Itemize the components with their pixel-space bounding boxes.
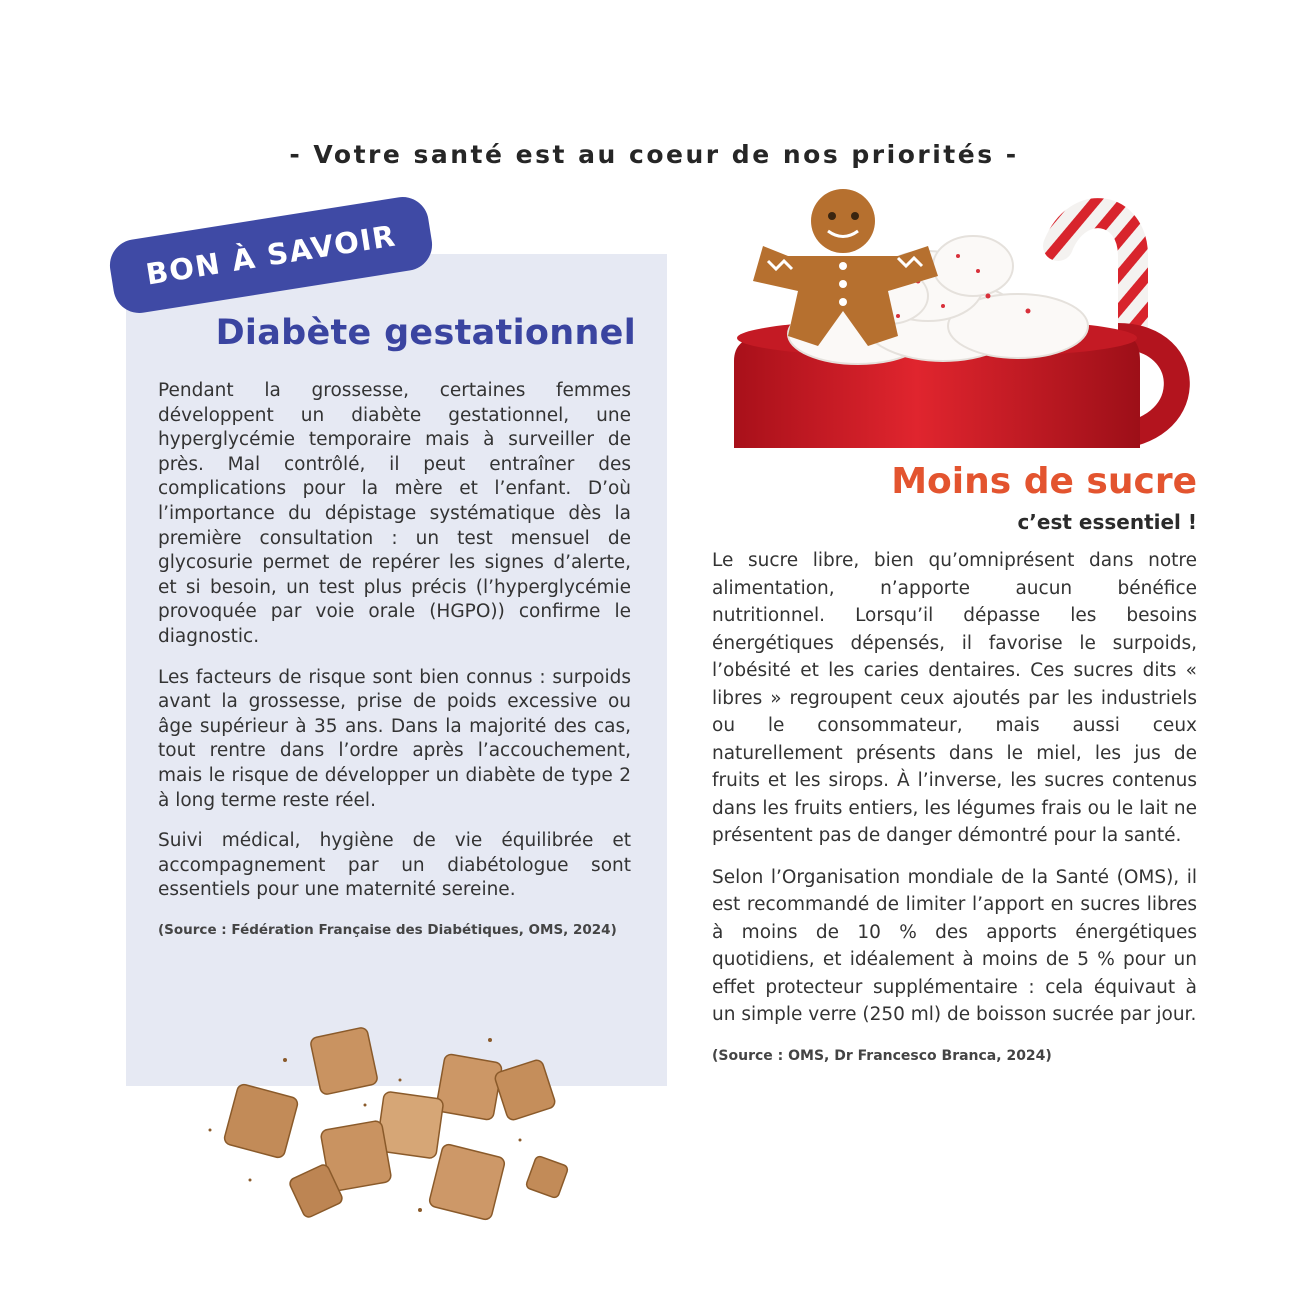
hot-cocoa-illustration bbox=[728, 186, 1208, 448]
box-paragraph-2: Les facteurs de risque sont bien connus : surpoids avant la grossesse, prise de poids excessive ou âge supérieur à 35 ans. Dans la majorité des cas, tout rentre dans l’ordre après l’accouchement, mais le risque de développer un diabète de type 2 à long terme reste réel. bbox=[158, 666, 631, 811]
box-paragraph-1: Pendant la grossesse, certaines femmes développent un diabète gestationnel, une hyperglycémie temporaire mais à surveiller de près. Mal contrôlé, il peut entraîner des complications pour la mère et l’enfant. D’où l’importance du dépistage systématique dès la première consultation : un test mensuel de glycosurie permet de repérer les signes d’alerte, et si besoin, un test plus précis (l’hyperglycémie provoquée par voie orale (HGPO)) confirme le diagnostic. bbox=[158, 380, 631, 647]
sugar-source: (Source : OMS, Dr Francesco Branca, 2024) bbox=[712, 1047, 1052, 1064]
box-title: Diabète gestationnel bbox=[215, 313, 636, 353]
sugar-article-subtitle: c’est essentiel ! bbox=[1017, 510, 1197, 534]
box-paragraph-3: Suivi médical, hygiène de vie équilibrée et accompagnement par un diabétologue sont essentiels pour une maternité sereine. bbox=[158, 830, 631, 901]
page-tagline: - Votre santé est au coeur de nos priorités - bbox=[289, 140, 1019, 169]
sugar-cubes-illustration bbox=[190, 1010, 590, 1230]
sugar-article-body bbox=[712, 547, 1197, 1084]
box-body bbox=[158, 379, 631, 957]
bon-a-savoir-badge: BON À SAVOIR bbox=[106, 193, 436, 316]
sugar-paragraph-2: Selon l’Organisation mondiale de la Santé (OMS), il est recommandé de limiter l’apport en sucres libres à moins de 10 % des apports énergétiques quotidiens, et idéalement à moins de 5 % pour un effet protecteur supplémentaire : cela équivaut à un simple verre (250 ml) de boisson sucrée par jour. bbox=[712, 866, 1197, 1025]
box-source: (Source : Fédération Française des Diabétiques, OMS, 2024) bbox=[158, 921, 617, 938]
sugar-paragraph-1: Le sucre libre, bien qu’omniprésent dans notre alimentation, n’apporte aucun bénéfice nutritionnel. Lorsqu’il dépasse les besoins énergétiques dépensés, il favorise le surpoids, l’obésité et les caries dentaires. Ces sucres dits « libres » regroupent ceux ajoutés par les industriels ou le consommateur, mais aussi ceux naturellement présents dans le miel, les jus de fruits et les sirops. À l’inverse, les sucres contenus dans les fruits entiers, les légumes frais ou le lait ne présentent pas de danger démontré pour la santé. bbox=[712, 550, 1197, 846]
sugar-article-title: Moins de sucre bbox=[891, 461, 1197, 502]
